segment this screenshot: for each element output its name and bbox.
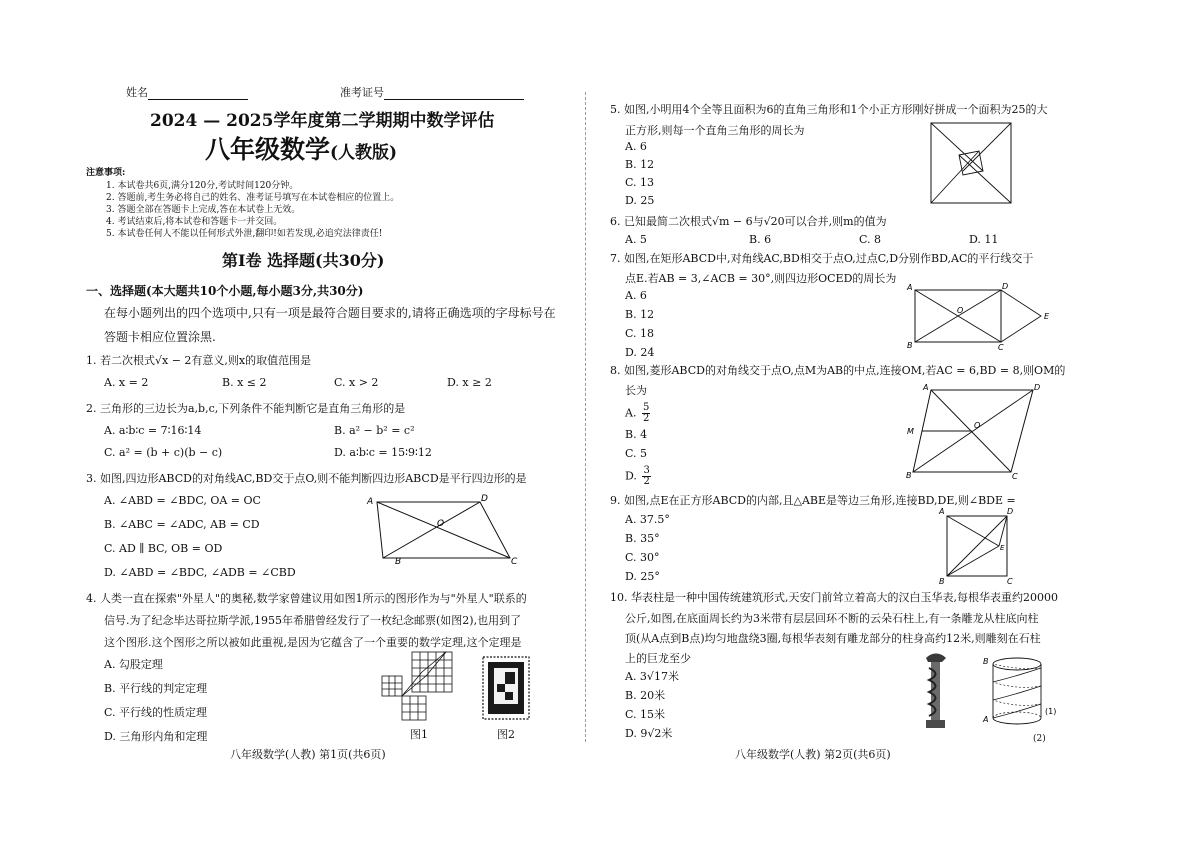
q2-option-b: B. a² − b² = c² <box>334 424 415 437</box>
q7-stem-line1: 7. 如图,在矩形ABCD中,对角线AC,BD相交于点O,过点C,D分别作BD,AC的平行线交于 <box>610 252 1034 265</box>
section-title: 第Ⅰ卷 选择题(共30分) <box>222 251 385 270</box>
q6-option-c: C. 8 <box>859 233 882 246</box>
q7-label-e: E <box>1044 312 1050 321</box>
left-page <box>0 0 585 849</box>
q8-option-d-label: D. <box>625 469 637 483</box>
q5-option-b: B. 12 <box>625 158 655 171</box>
q3-label-b: B <box>395 557 402 567</box>
q8-label-o: O <box>974 421 981 430</box>
q4-figure-1-caption: 图1 <box>410 728 428 741</box>
q4-figure-1-pythagoras-grid <box>378 648 478 726</box>
q4-stem-line1: 4. 人类一直在探索"外星人"的奥秘,数学家曾建议用如图1所示的图形作为与"外星人"联系的 <box>86 592 527 605</box>
q4-option-a: A. 勾股定理 <box>104 658 163 671</box>
q3-label-d: D <box>481 494 488 504</box>
q6-option-b: B. 6 <box>749 233 772 246</box>
q7-option-c: C. 18 <box>625 327 655 340</box>
q8-stem-line2: 长为 <box>625 384 647 397</box>
q10-figure-label-1: (1) <box>1045 707 1057 716</box>
q4-stem-line2: 信号.为了纪念毕达哥拉斯学派,1955年希腊曾经发行了一枚纪念邮票(如图2),也用到了 <box>104 614 522 627</box>
name-label: 姓名 <box>126 86 148 99</box>
page-footer-left: 八年级数学(人教) 第1页(共6页) <box>230 748 386 761</box>
subject-title <box>205 130 397 166</box>
q3-option-b: B. ∠ABC = ∠ADC, AB = CD <box>104 518 260 531</box>
q10-option-b: B. 20米 <box>625 689 666 702</box>
q7-rectangle-figure <box>905 282 1055 350</box>
q6-option-a: A. 5 <box>625 233 647 246</box>
q2-option-d: D. a∶b∶c = 15∶9∶12 <box>334 446 432 459</box>
note-item: 3. 答题全部在答题卡上完成,答在本试卷上无效。 <box>106 205 301 215</box>
q7-label-d: D <box>1002 282 1009 291</box>
grid-square-hyp <box>412 652 452 692</box>
q4-figure-2-caption: 图2 <box>497 728 515 741</box>
q7-label-c: C <box>998 343 1004 352</box>
q9-label-a: A <box>939 507 945 516</box>
q4-option-b: B. 平行线的判定定理 <box>104 682 208 695</box>
q3-option-d: D. ∠ABD = ∠BDC, ∠ADB = ∠CBD <box>104 566 296 579</box>
q8-option-d-fraction <box>642 466 650 487</box>
q2-stem: 2. 三角形的三边长为a,b,c,下列条件不能判断它是直角三角形的是 <box>86 402 406 415</box>
q8-option-b: B. 4 <box>625 428 648 441</box>
q1-option-d: D. x ≥ 2 <box>447 376 492 389</box>
q7-label-b: B <box>907 341 913 350</box>
q5-option-c: C. 13 <box>625 176 655 189</box>
q3-label-a: A <box>367 497 374 507</box>
q1-option-c: C. x > 2 <box>334 376 379 389</box>
q8-stem-line1: 8. 如图,菱形ABCD的对角线交于点O,点M为AB的中点,连接OM,若AC = 6,BD = 8,则OM的 <box>610 364 1066 377</box>
q8-option-a-fraction <box>642 403 650 424</box>
exam-number-field <box>340 84 524 100</box>
section-instruction: 在每小题列出的四个选项中,只有一项是最符合题目要求的,请将正确选项的字母标号在 <box>104 306 556 320</box>
section-intro: 一、选择题(本大题共10个小题,每小题3分,共30分) <box>86 284 364 298</box>
q10-cylinder-figure <box>983 652 1063 732</box>
q8-label-d: D <box>1034 383 1041 392</box>
q9-label-d: D <box>1007 507 1014 516</box>
q10-option-a: A. 3√17米 <box>625 670 679 683</box>
grid-square-a <box>402 696 426 720</box>
q4-figure-2-stamp <box>482 656 530 720</box>
q8-label-c: C <box>1012 472 1018 481</box>
grid-square-c <box>402 652 446 696</box>
q8-option-c: C. 5 <box>625 447 648 460</box>
q8-d-numerator: 3 <box>643 465 650 476</box>
q8-a-numerator: 5 <box>642 402 650 413</box>
q9-option-b: B. 35° <box>625 532 660 545</box>
q9-stem: 9. 如图,点E在正方形ABCD的内部,且△ABE是等边三角形,连接BD,DE,则∠BDE = <box>610 494 1016 507</box>
q4-option-c: C. 平行线的性质定理 <box>104 706 208 719</box>
q8-option-a-label: A. <box>625 406 637 420</box>
q9-square-figure <box>937 506 1017 590</box>
q5-option-a: A. 6 <box>625 140 647 153</box>
note-item: 2. 答题前,考生务必将自己的姓名、准考证号填写在本试卷相应的位置上。 <box>106 193 400 203</box>
q3-label-c: C <box>511 557 518 567</box>
q8-a-denominator: 2 <box>642 413 650 424</box>
q8-d-denominator: 2 <box>643 476 650 487</box>
q10-stem-line2: 公斤,如图,在底面周长约为3米带有层层回环不断的云朵石柱上,有一条雕龙从柱底向柱 <box>625 612 1039 625</box>
q8-rhombus-figure <box>906 383 1053 481</box>
q3-stem: 3. 如图,四边形ABCD的对角线AC,BD交于点O,则不能判断四边形ABCD是平行四边形的是 <box>86 472 527 485</box>
q9-option-a: A. 37.5° <box>625 513 670 526</box>
q5-square-figure <box>930 122 1012 204</box>
q7-point-e-lines <box>1001 290 1041 342</box>
q1-option-b: B. x ≤ 2 <box>222 376 267 389</box>
q6-stem: 6. 已知最简二次根式√m − 6与√20可以合并,则m的值为 <box>610 215 887 228</box>
q9-label-b: B <box>939 577 945 586</box>
subject-name: 八年级数学 <box>205 135 331 164</box>
note-item: 5. 本试卷任何人不能以任何形式外泄,翻印!如若发现,必追究法律责任! <box>106 229 383 239</box>
q3-label-o: O <box>437 519 445 529</box>
q8-label-a: A <box>923 383 929 392</box>
q8-option-d <box>625 466 651 487</box>
q1-stem: 1. 若二次根式√x − 2有意义,则x的取值范围是 <box>86 354 312 367</box>
q10-stem-line1: 10. 华表柱是一种中国传统建筑形式,天安门前耸立着高大的汉白玉华表,每根华表重约20000 <box>610 591 1058 604</box>
q10-label-a: A <box>983 715 989 724</box>
q2-option-c: C. a² = (b + c)(b − c) <box>104 446 223 459</box>
q10-figure-label-2: (2) <box>1033 734 1046 744</box>
q3-option-c: C. AD ∥ BC, OB = OD <box>104 542 223 555</box>
grid-square-b <box>382 676 402 696</box>
q2-option-a: A. a∶b∶c = 7∶16∶14 <box>104 424 202 437</box>
q1-option-a: A. x = 2 <box>104 376 149 389</box>
q7-label-a: A <box>907 283 913 292</box>
q3-option-a: A. ∠ABD = ∠BDC, OA = OC <box>104 494 261 507</box>
q7-option-b: B. 12 <box>625 308 655 321</box>
q8-label-m: M <box>907 427 914 436</box>
exam-number-label: 准考证号 <box>340 86 384 99</box>
q9-label-e: E <box>1000 544 1005 552</box>
page-footer-right: 八年级数学(人教) 第2页(共6页) <box>735 748 891 761</box>
note-item: 1. 本试卷共6页,满分120分,考试时间120分钟。 <box>106 181 299 191</box>
q4-stem-line3: 这个图形.这个图形之所以被如此重视,是因为它蕴含了一个重要的数学定理,这个定理是 <box>104 636 522 649</box>
q10-stem-line3: 顶(从A点到B点)均匀地盘绕3圈,每根华表刻有雕龙部分的柱身高约12米,则雕刻在石柱 <box>625 632 1041 645</box>
q10-huabiao-column-image <box>920 650 950 734</box>
q8-label-b: B <box>906 471 912 480</box>
q5-option-d: D. 25 <box>625 194 655 207</box>
q7-label-o: O <box>957 306 964 315</box>
name-field <box>126 84 248 100</box>
q7-option-d: D. 24 <box>625 346 655 359</box>
q6-option-d: D. 11 <box>969 233 999 246</box>
q10-label-b: B <box>983 657 989 666</box>
q8-option-a <box>625 403 650 424</box>
q9-option-d: D. 25° <box>625 570 660 583</box>
q10-option-d: D. 9√2米 <box>625 727 673 740</box>
exam-title: 2024 — 2025学年度第二学期期中数学评估 <box>150 111 495 131</box>
q9-label-c: C <box>1007 577 1013 586</box>
q10-stem-line4: 上的巨龙至少 <box>625 652 691 665</box>
q5-stem-line2: 正方形,则每一个直角三角形的周长为 <box>625 124 805 137</box>
q7-stem-line2: 点E.若AB = 3,∠ACB = 30°,则四边形OCED的周长为 <box>625 272 897 285</box>
q3-parallelogram-figure <box>365 490 525 570</box>
right-page <box>585 0 1200 849</box>
q7-option-a: A. 6 <box>625 289 647 302</box>
section-instruction-cont: 答题卡相应位置涂黑. <box>104 330 216 344</box>
q5-stem-line1: 5. 如图,小明用4个全等且面积为6的直角三角形和1个小正方形刚好拼成一个面积为25的大 <box>610 103 1048 116</box>
q9-option-c: C. 30° <box>625 551 660 564</box>
q10-option-c: C. 15米 <box>625 708 666 721</box>
notes-heading: 注意事项: <box>86 168 126 178</box>
edition-label: (人教版) <box>330 143 398 163</box>
q4-option-d: D. 三角形内角和定理 <box>104 730 208 743</box>
note-item: 4. 考试结束后,将本试卷和答题卡一并交回。 <box>106 217 283 227</box>
